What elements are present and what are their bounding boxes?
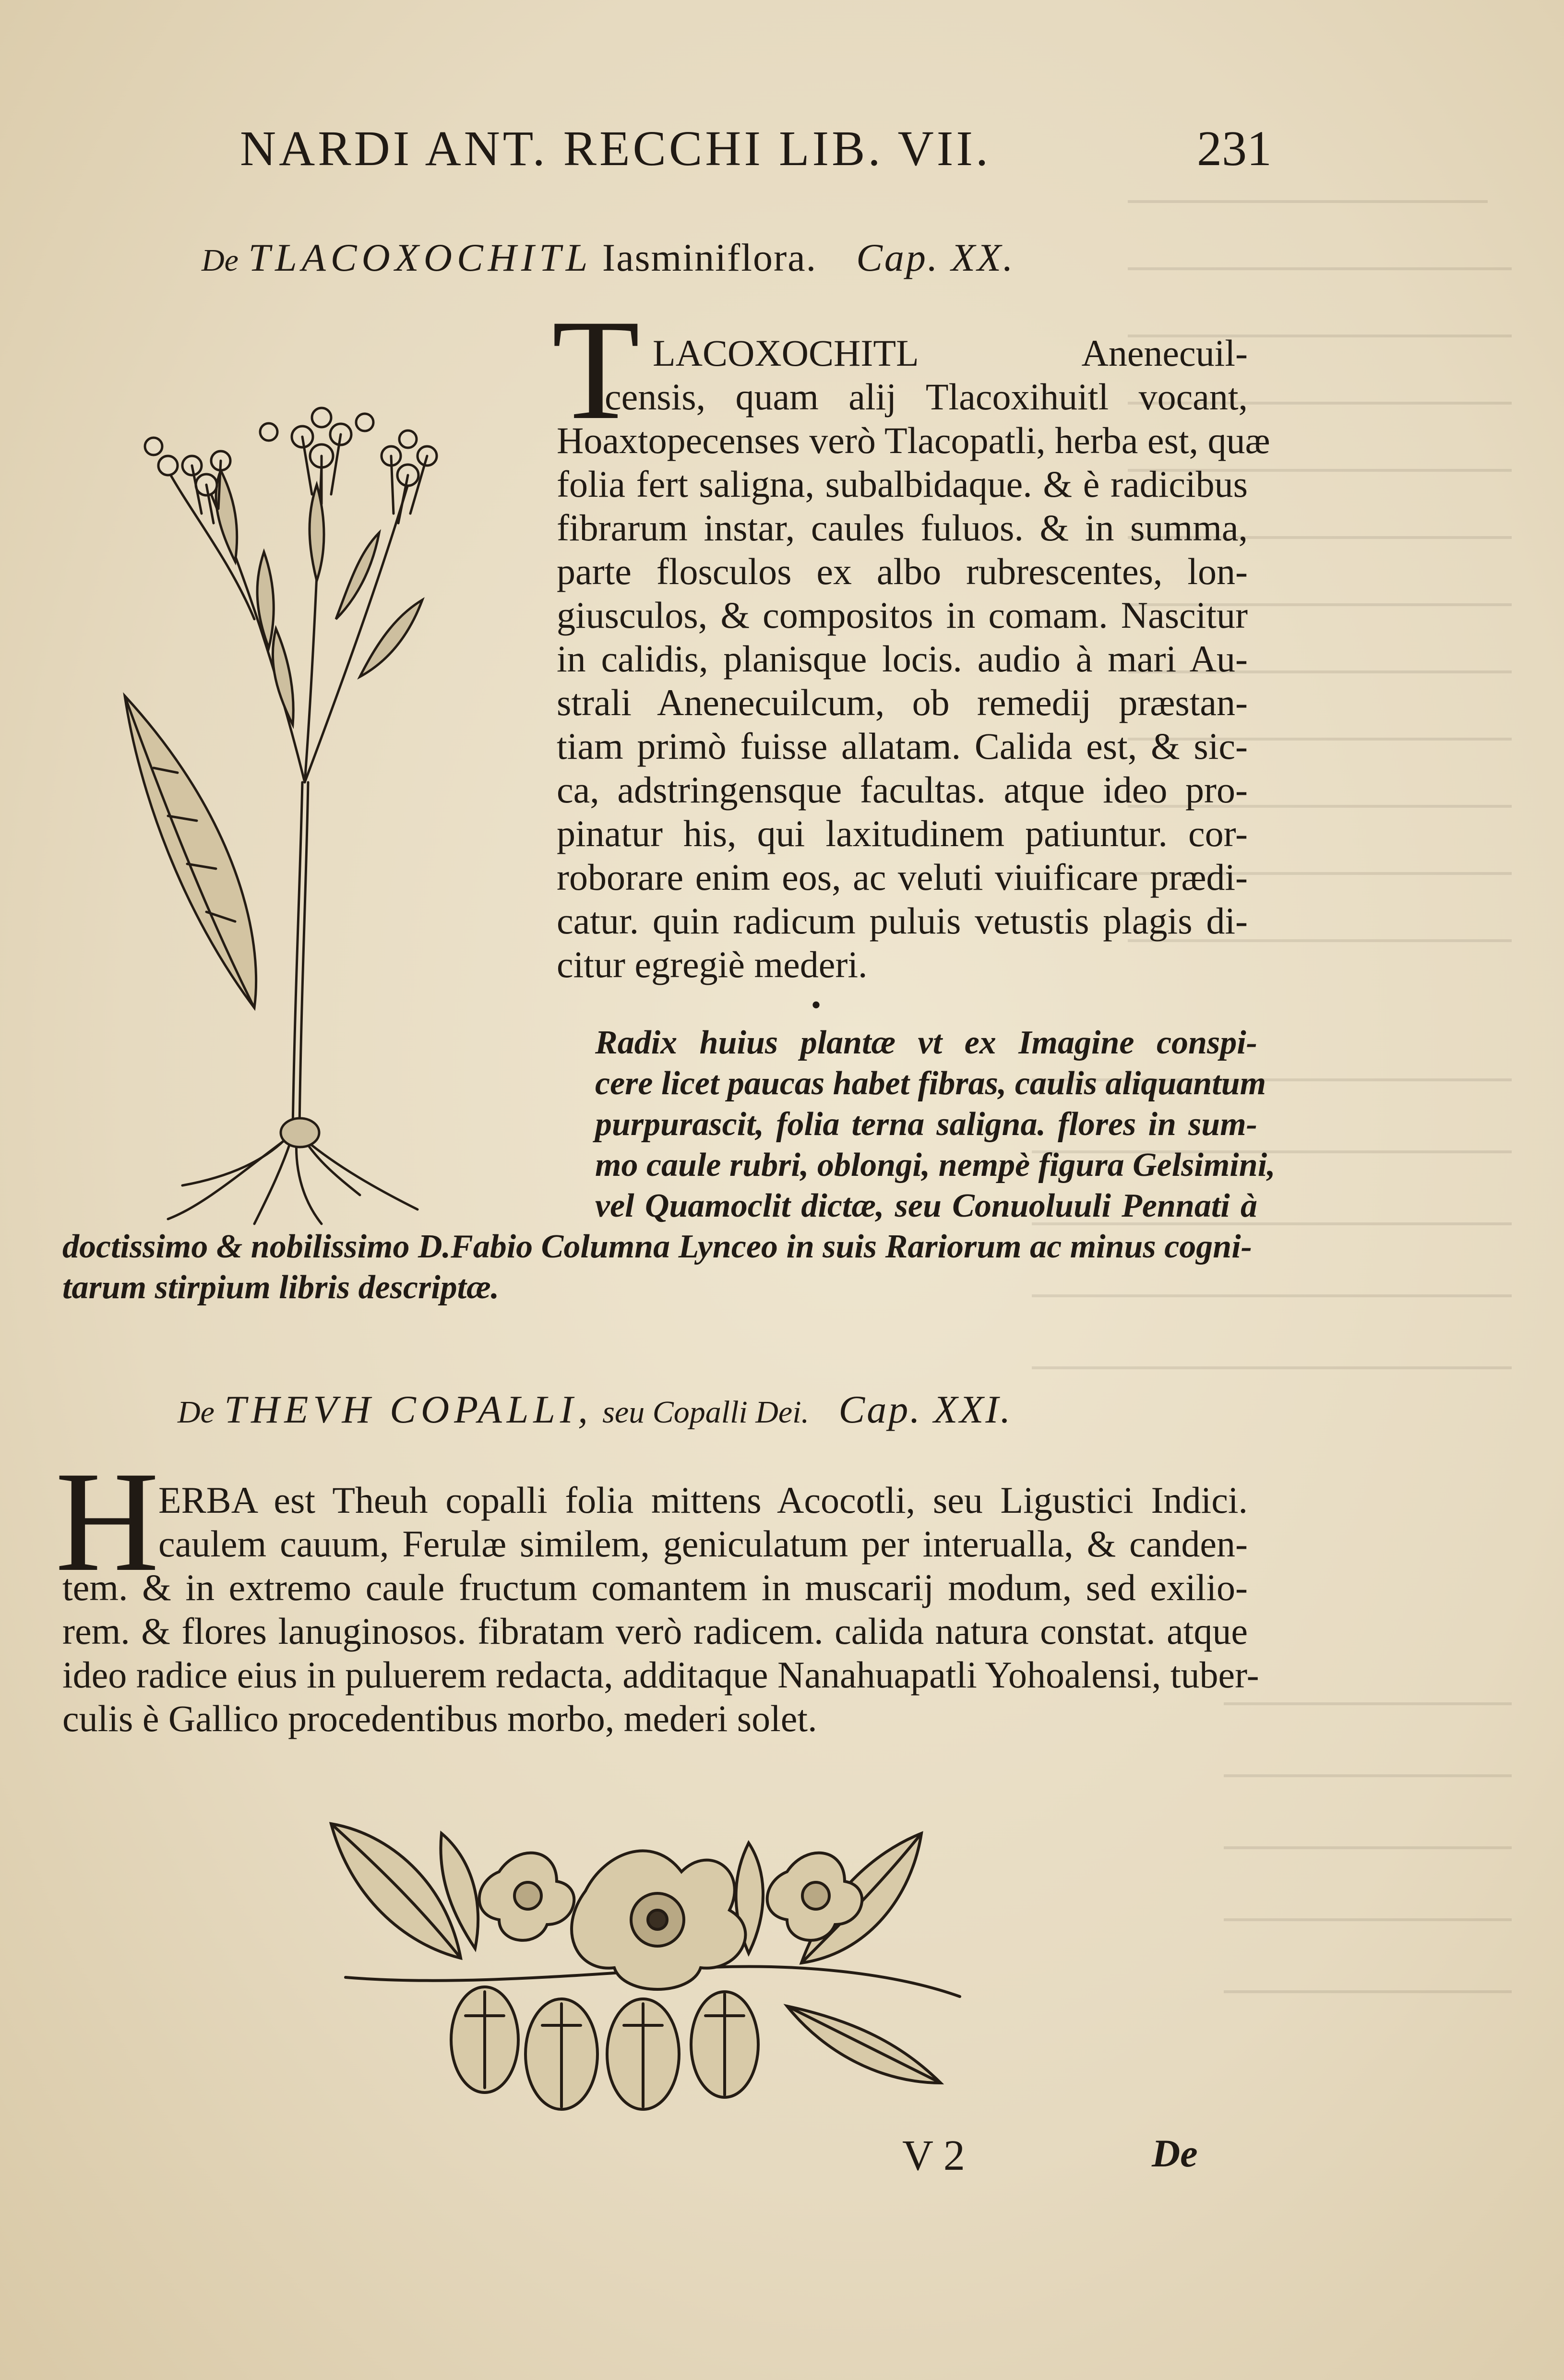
theuh-copalli-illustration [317, 1814, 979, 2112]
annotation-wide [62, 1226, 1252, 1308]
annotation-line: mo caule rubri, oblongi, nempè figura Gelsimini, [595, 1147, 1276, 1184]
chapter-20-prefix: De [202, 243, 239, 278]
text-line: Hoaxtopecenses verò Tlacopatli, herba est, quæ [557, 419, 1270, 461]
text-line: culis è Gallico procedentibus morbo, mederi solet. [62, 1698, 817, 1739]
chapter-21-subtitle: seu Copalli Dei. [602, 1395, 810, 1430]
chapter-21-dropcap: H [55, 1442, 159, 1601]
annotation-line: tarum stirpium libris descriptæ. [62, 1269, 500, 1306]
page-number: 231 [1197, 121, 1272, 176]
chapter-20-name: TLACOXOCHITL [248, 236, 593, 279]
text-line: giusculos, & compositos in comam. Nascitur [557, 594, 1248, 636]
chapter-21-number: Cap. XXI. [838, 1387, 1013, 1431]
running-head-title: NARDI ANT. RECCHI LIB. VII. [240, 121, 991, 176]
ornament-dot: • [811, 989, 822, 1021]
annotation-line: doctissimo & nobilissimo D.Fabio Columna Lynceo in suis Rariorum ac minus cogni- [62, 1228, 1252, 1265]
text-line: ca, adstringensque facultas. atque ideo pro- [557, 769, 1248, 811]
text-line: rem. & flores lanuginosos. fibratam verò radicem. calida natura constat. atque [62, 1610, 1248, 1652]
tlacoxochitl-plant-illustration [110, 312, 485, 1253]
chapter-20-text [557, 331, 1270, 986]
annotation-narrow [595, 1022, 1276, 1226]
chapter-20-dropcap: T [552, 290, 640, 449]
text-line: fibrarum instar, caules fuluos. & in summa, [557, 507, 1248, 549]
signature-mark: V 2 [902, 2132, 965, 2179]
text-line: strali Anenecuilcum, ob remedij præstan- [557, 682, 1248, 723]
annotation-line: vel Quamoclit dictæ, seu Conuoluuli Pennati à [595, 1187, 1257, 1224]
chapter-21-prefix: De [178, 1395, 215, 1430]
chapter-21-heading [178, 1387, 1012, 1432]
text-line: tiam primò fuisse allatam. Calida est, & sic- [557, 725, 1248, 767]
text-line: LACOXOCHITL Anenecuil- [653, 332, 1248, 374]
annotation-line: cere licet paucas habet fibras, caulis aliquantum [595, 1065, 1266, 1102]
text-line: catur. quin radicum puluis vetustis plagis di- [557, 900, 1248, 942]
chapter-20-subtitle: Iasminiflora. [602, 236, 817, 279]
text-line: censis, quam alij Tlacoxihuitl vocant, [605, 376, 1248, 418]
text-line: pinatur his, qui laxitudinem patiuntur. cor- [557, 813, 1248, 854]
text-line: caulem cauum, Ferulæ similem, geniculatum per interualla, & canden- [158, 1523, 1248, 1565]
text-line: citur egregiè mederi. [557, 944, 868, 985]
running-head [240, 115, 1272, 178]
chapter-21-text [62, 1478, 1259, 1740]
text-line: ERBA est Theuh copalli folia mittens Acocotli, seu Ligustici Indici. [158, 1479, 1248, 1521]
text-line: folia fert saligna, subalbidaque. & è radicibus [557, 463, 1248, 505]
chapter-20-number: Cap. XX. [856, 236, 1015, 279]
text-line: ideo radice eius in puluerem redacta, additaque Nanahuapatli Yohoalensi, tuber- [62, 1654, 1259, 1696]
text-line: parte flosculos ex albo rubrescentes, lon- [557, 550, 1248, 592]
chapter-21-name: THEVH COPALLI, [224, 1387, 593, 1431]
catchword: De [1152, 2131, 1198, 2175]
chapter-20-heading [202, 235, 1015, 280]
text-line: in calidis, planisque locis. audio à mari Au- [557, 638, 1248, 680]
annotation-line: purpurascit, folia terna saligna. flores in sum- [595, 1106, 1257, 1143]
text-line: roborare enim eos, ac veluti viuificare prædi- [557, 856, 1248, 898]
text-line: tem. & in extremo caule fructum comantem in muscarij modum, sed exilio- [62, 1567, 1248, 1608]
annotation-line: Radix huius plantæ vt ex Imagine conspi- [595, 1024, 1257, 1061]
